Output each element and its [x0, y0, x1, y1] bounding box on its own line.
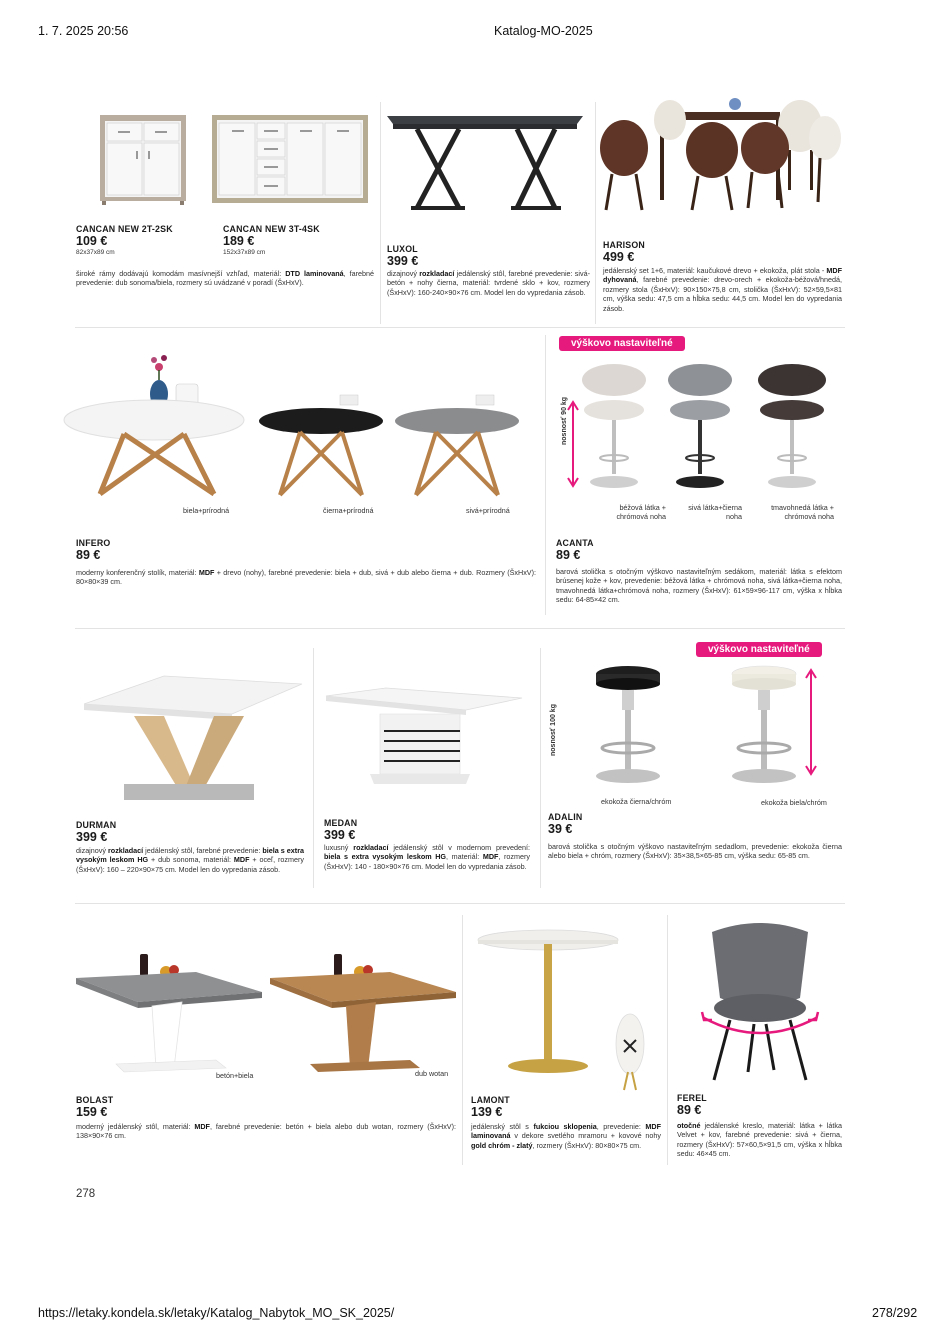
- product-name: MEDAN: [324, 818, 358, 828]
- column-divider: [380, 102, 381, 324]
- product-price: 399 €: [76, 830, 108, 844]
- column-divider: [462, 915, 463, 1165]
- product-dims: 82x37x89 cm: [76, 249, 115, 256]
- product-description: moderny konferenčný stolík, materiál: MDF + drevo (nohy), farebné prevedenie: biela + dub, sivá + dub alebo čierna + dub. Rozmery (ŠxHxV): 80×80×39 cm.: [76, 568, 536, 587]
- product-description: dizajnový rozkladací jedálenský stôl, farebné prevedenie: sivá-betón + nohy čierna, materiál: tvrdené sklo + kov, rozmery (ŠxHxV): 160-240×90×76 cm. Model len do vypredania zásob.: [387, 269, 590, 297]
- acanta-stools-image: [578, 360, 838, 494]
- infero-white-table-image: [64, 342, 246, 500]
- variant-caption: tmavohnedá látka + chrómová noha: [771, 503, 834, 521]
- column-divider: [595, 102, 596, 324]
- row-divider-2: [75, 628, 845, 629]
- harison-dining-set-image: [600, 98, 840, 214]
- product-name: CANCAN NEW 3T-4SK: [223, 224, 320, 234]
- document-title: Katalog-MO-2025: [494, 24, 593, 38]
- variant-caption: ekokoža biela/chróm: [761, 798, 827, 807]
- product-description: otočné jedálenské kreslo, materiál: látka + látka Velvet + kov, farebné prevedenie: sivá + čierna, rozmery (ŠxHxV): 57×60,5×91,5 cm, výška x hĺbka sedu: 46×45 cm.: [677, 1121, 842, 1159]
- product-price: 39 €: [548, 822, 573, 836]
- variant-caption: béžová látka + chrómová noha: [616, 503, 666, 521]
- product-name: LUXOL: [387, 244, 418, 254]
- product-price: 89 €: [556, 548, 581, 562]
- product-description: barová stolička s otočným výškovo nastaviteľným sedadlom, prevedenie: ekokoža čierna alebo biela + chróm, rozmery (ŠxHxV): 35×38,5×65-85 cm, výška sedu: 65-85 cm.: [548, 842, 842, 861]
- product-price: 139 €: [471, 1105, 503, 1119]
- variant-caption: sivá látka+čierna noha: [688, 503, 742, 521]
- load-capacity-label: nosnosť 100 kg: [550, 704, 557, 756]
- page-counter: 278/292: [872, 1306, 918, 1320]
- product-description: moderný jedálenský stôl, materiál: MDF, farebné prevedenie: betón + biela alebo dub wotan, rozmery (ŠxHxV): 138×90×76 cm.: [76, 1122, 456, 1141]
- column-divider: [667, 915, 668, 1165]
- page-url: https://letaky.kondela.sk/letaky/Katalog_Nabytok_MO_SK_2025/: [38, 1306, 395, 1320]
- product-dims: 152x37x89 cm: [223, 249, 266, 256]
- adalin-black-stool-image: [588, 662, 668, 786]
- column-divider: [313, 648, 314, 888]
- product-name: DURMAN: [76, 820, 117, 830]
- variant-caption: sivá+prírodná: [466, 506, 510, 515]
- cancan-2t-2sk-image: [100, 113, 186, 205]
- variant-caption: betón+biela: [216, 1071, 254, 1080]
- product-description: barová stolička s otočným výškovo nastaviteľným sedákom, materiál: látka s efektom brúsenej kože + kov, prevedenie: béžová látka + chrómová noha, sivá látka+čierna noha, tmavohnedá látka+chrómová noha, rozmery (ŠxHxV): 61×59×96-117 cm, výška x hĺbka sedu: 64-85×42 cm.: [556, 567, 842, 605]
- product-price: 109 €: [76, 234, 108, 248]
- product-description: dizajnový rozkladací jedálenský stôl, farebné prevedenie: biela s extra vysokým leskom HG + dub sonoma, materiál: MDF + oceľ, rozmery (ŠxHxV): 160 – 220×90×75 cm. Model len do vypredania zásob.: [76, 846, 304, 874]
- height-adjustable-badge: výškovo nastaviteľné: [559, 336, 685, 351]
- product-description: široké rámy dodávajú komodám masívnejší vzhľad, materiál: DTD laminovaná, farebné prevedenie: dub sonoma/biela, rozmery sú uvádzané v poradí (ŠxHxV).: [76, 269, 374, 288]
- row-divider-3: [75, 903, 845, 904]
- product-description: luxusný rozkladací jedálenský stôl v modernom prevedení: biela s extra vysokým leskom HG, materiál: MDF, rozmery (ŠxHxV): 140 - 180×90×76 cm. Model len do vypredania zásob.: [324, 843, 531, 871]
- column-divider: [545, 335, 546, 615]
- product-description: jedálenský set 1+6, materiál: kaučukové drevo + ekokoža, plát stola - MDF dyhovaná, farebné prevedenie: drevo-orech + ekokoža-béžová/hnedá, rozmery stola (ŠxHxV): 90×150×75,8 cm, stolička (ŠxHxV): 52×59,5×81 cm, výška sedu: 47,5 cm a hĺbka sedu: 44,5 cm. Model len do vypredania zásob.: [603, 266, 842, 313]
- variant-caption: čierna+prírodná: [323, 506, 374, 515]
- product-price: 499 €: [603, 250, 635, 264]
- print-datetime: 1. 7. 2025 20:56: [38, 24, 129, 38]
- row-divider-1: [75, 327, 845, 328]
- column-divider: [540, 648, 541, 888]
- bolast-concrete-table-image: [76, 950, 262, 1072]
- product-name: CANCAN NEW 2T-2SK: [76, 224, 173, 234]
- luxol-table-image: [387, 108, 587, 218]
- variant-caption: biela+prírodná: [183, 506, 230, 515]
- adalin-white-stool-image: [724, 662, 804, 786]
- product-price: 89 €: [76, 548, 101, 562]
- load-capacity-label: nosnosť 90 kg: [561, 396, 568, 445]
- product-price: 399 €: [387, 254, 419, 268]
- product-description: jedálenský stôl s fukciou sklopenia, prevedenie: MDF laminovaná v dekore svetlého mramoru + kovové nohy gold chróm - zlatý, rozmery (ŠxHxV): 80×80×75 cm.: [471, 1122, 661, 1150]
- product-price: 159 €: [76, 1105, 108, 1119]
- product-name: LAMONT: [471, 1095, 510, 1105]
- product-name: ACANTA: [556, 538, 594, 548]
- variant-caption: ekokoža čierna/chróm: [601, 797, 672, 806]
- variant-caption: dub wotan: [415, 1069, 449, 1078]
- infero-grey-table-image: [394, 395, 522, 499]
- product-name: BOLAST: [76, 1095, 114, 1105]
- durman-table-image: [84, 676, 304, 808]
- infero-black-table-image: [258, 395, 386, 499]
- ferel-chair-image: [700, 920, 824, 1088]
- bolast-oak-table-image: [270, 950, 456, 1072]
- height-arrow-icon: [804, 668, 818, 778]
- product-price: 399 €: [324, 828, 356, 842]
- cancan-3t-4sk-image: [212, 115, 368, 205]
- page-number: 278: [76, 1188, 96, 1200]
- product-name: FEREL: [677, 1093, 707, 1103]
- product-name: ADALIN: [548, 812, 583, 822]
- product-price: 189 €: [223, 234, 255, 248]
- product-name: HARISON: [603, 240, 645, 250]
- height-adjustable-badge: výškovo nastaviteľné: [696, 642, 822, 657]
- lamont-table-image: [478, 928, 658, 1094]
- product-price: 89 €: [677, 1103, 702, 1117]
- medan-table-image: [326, 688, 522, 786]
- product-name: INFERO: [76, 538, 111, 548]
